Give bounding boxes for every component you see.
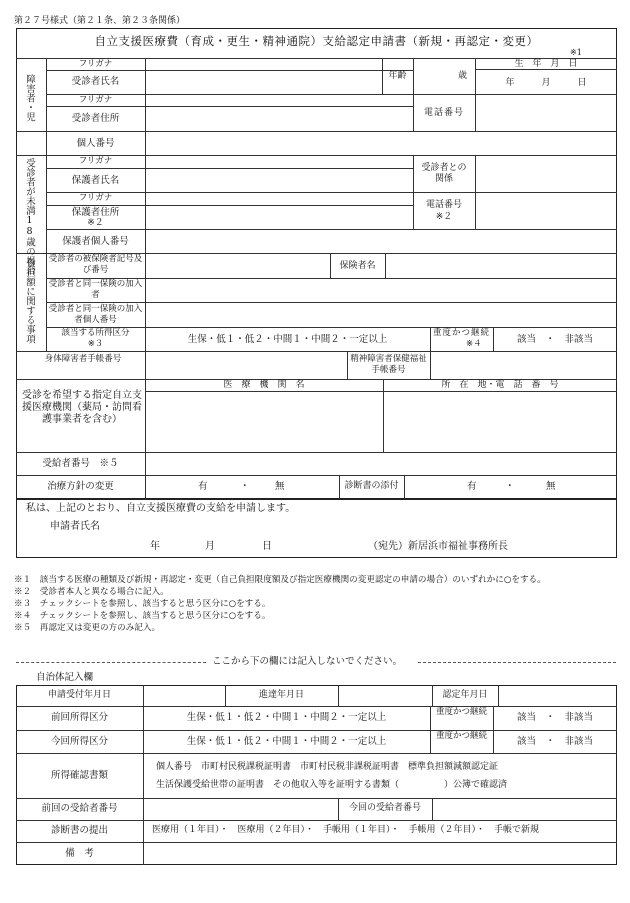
guardian-id-label: 保護者個人番号 [62, 236, 129, 247]
relation-label: 受診者との関係 [421, 163, 467, 184]
income-docs-label: 所得確認書類 [50, 770, 108, 781]
note-4: ※４ チェックシートを参照し、該当すると思う区分に○をする。 [14, 611, 271, 621]
declaration-text: 私は、上記のとおり、自立支援医療費の支給を申請します。 [26, 503, 296, 514]
diagnosis-submit-label: 診断書の提出 [50, 825, 108, 836]
diagnosis-attach-label: 診断書の添付 [344, 481, 399, 491]
income-docs-line2[interactable]: 生活保護受給世帯の証明書 その他収入等を証明する書類（ ）公簿で確認済 [156, 780, 508, 790]
guardian-address-note: ※２ [87, 218, 104, 228]
date-day: 日 [262, 541, 272, 552]
patient-section-label: 障害者・児 [24, 74, 35, 122]
treatment-change-label: 治療方針の変更 [47, 481, 114, 492]
note-3: ※３ チェックシートを参照し、該当すると思う区分に○をする。 [14, 599, 271, 609]
diagnosis-attach-sep: ・ [505, 481, 515, 492]
severe-continuous-note: ※４ [466, 339, 482, 349]
patient-address-label: 受診者住所 [71, 113, 120, 124]
prev-recipient-label: 前回の受給者番号 [41, 803, 118, 814]
guardian-address-label: 保護者住所 [71, 207, 120, 218]
received-date-label: 申請受付年月日 [47, 690, 111, 700]
curr-severe-label: 重度かつ継続 [435, 731, 487, 741]
age-label: 年齢 [388, 71, 407, 81]
patient-furigana-label: フリガナ [78, 59, 113, 69]
prev-severe-options[interactable]: 該当 ・ 非該当 [516, 712, 593, 723]
sent-date-label: 進達年月日 [258, 690, 304, 700]
same-insurance-id-label: 受診者と同一保険の加入者個人番号 [48, 304, 143, 325]
note-2: ※２ 受診者本人と異なる場合に記入。 [14, 587, 169, 597]
income-class-note: ※３ [87, 339, 104, 349]
institution-label: 受診を希望する指定自立支援医療機関（薬局・訪問看護事業者を含む） [22, 390, 142, 425]
income-class-label: 該当する所得区分 [61, 328, 130, 338]
diagnosis-submit-options[interactable]: 医療用（１年目）・ 医療用（２年目）・ 手帳用（１年目）・ 手帳用（２年目）・ 手帳で新規 [152, 825, 540, 835]
approved-date-label: 認定年月日 [442, 690, 488, 700]
date-year: 年 [150, 541, 160, 552]
burden-section-label: 負担額に関する事項 [24, 258, 35, 344]
institution-name-header: 医 療 機 関 名 [223, 380, 305, 390]
curr-income-options[interactable]: 生保・低１・低２・中間１・中間２・一定以上 [186, 736, 387, 747]
guardian-furigana-label: フリガナ [78, 156, 113, 166]
patient-phone-label: 電話番号 [423, 108, 464, 118]
title-note-mark: ※1 [570, 48, 582, 57]
treatment-change-yes[interactable]: 有 [198, 481, 208, 492]
diagnosis-attach-yes[interactable]: 有 [467, 481, 477, 492]
guardian-phone-note: ※２ [435, 212, 453, 222]
patient-id-label: 個人番号 [76, 138, 115, 149]
curr-severe-options[interactable]: 該当 ・ 非該当 [516, 736, 593, 747]
income-class-options[interactable]: 生保・低１・低２・中間１・中間２・一定以上 [187, 334, 388, 345]
applicant-name-label: 申請者氏名 [50, 521, 100, 532]
prev-income-options[interactable]: 生保・低１・低２・中間１・中間２・一定以上 [186, 712, 387, 723]
form-title: 自立支援医療費（育成・更生・精神通院）支給認定申請書（新規・再認定・変更） [94, 34, 539, 48]
treatment-change-sep: ・ [240, 481, 250, 492]
curr-recipient-label: 今回の受給者番号 [348, 803, 421, 813]
same-insurance-member-label: 受診者と同一保険の加入者 [48, 279, 143, 300]
office-section-title: 自治体記入欄 [36, 672, 94, 683]
institution-address-header: 所 在 地・電 話 番 号 [441, 380, 559, 390]
physical-handbook-label: 身体障害者手帳番号 [44, 354, 122, 364]
treatment-change-no[interactable]: 無 [275, 481, 285, 492]
guardian-address-furigana: フリガナ [78, 193, 113, 203]
cutline-text: ここから下の欄には記入しないでください。 [212, 656, 403, 667]
insurer-label: 保険者名 [339, 261, 376, 271]
patient-address-furigana: フリガナ [78, 95, 113, 105]
insured-number-label: 受診者の被保険者記号及び番号 [48, 254, 143, 275]
curr-income-label: 今回所得区分 [50, 736, 108, 747]
birth-date-value: 年 月 日 [505, 78, 587, 88]
mental-handbook-label: 精神障害者保健福祉手帳番号 [350, 354, 427, 375]
severe-continuous-options[interactable]: 該当 ・ 非該当 [516, 334, 593, 345]
birth-date-label: 生 年 月 日 [514, 59, 578, 69]
income-docs-line1[interactable]: 個人番号 市町村民税課税証明書 市町村民税非課税証明書 標準負担額減額認定証 [156, 762, 499, 772]
guardian-phone-label: 電話番号 [425, 200, 462, 210]
patient-name-label: 受診者氏名 [71, 76, 120, 87]
diagnosis-attach-no[interactable]: 無 [546, 481, 556, 492]
note-5: ※５ 再認定又は変更の方のみ記入。 [14, 623, 161, 633]
prev-income-label: 前回所得区分 [50, 712, 108, 723]
guardian-name-label: 保護者氏名 [71, 175, 120, 186]
severe-continuous-label: 重度かつ継続 [432, 328, 490, 338]
guardian-section-label: 受診者が未満18歳の場合 [24, 158, 35, 275]
recipient-number-label: 受給者番号 ※５ [42, 458, 119, 469]
note-1: ※１ 該当する医療の種類及び新規・再認定・変更（自己負担限度額及び指定医療機関の変更認定の申請の場合）のいずれかに○をする。 [14, 575, 546, 585]
age-unit: 歳 [458, 71, 468, 81]
prev-severe-label: 重度かつ継続 [435, 707, 487, 717]
date-month: 月 [205, 541, 215, 552]
addressee: （宛先）新居浜市福祉事務所長 [368, 541, 508, 552]
form-number: 第２７号様式（第２１条、第２３条関係） [14, 16, 186, 26]
remarks-label: 備 考 [65, 848, 94, 859]
